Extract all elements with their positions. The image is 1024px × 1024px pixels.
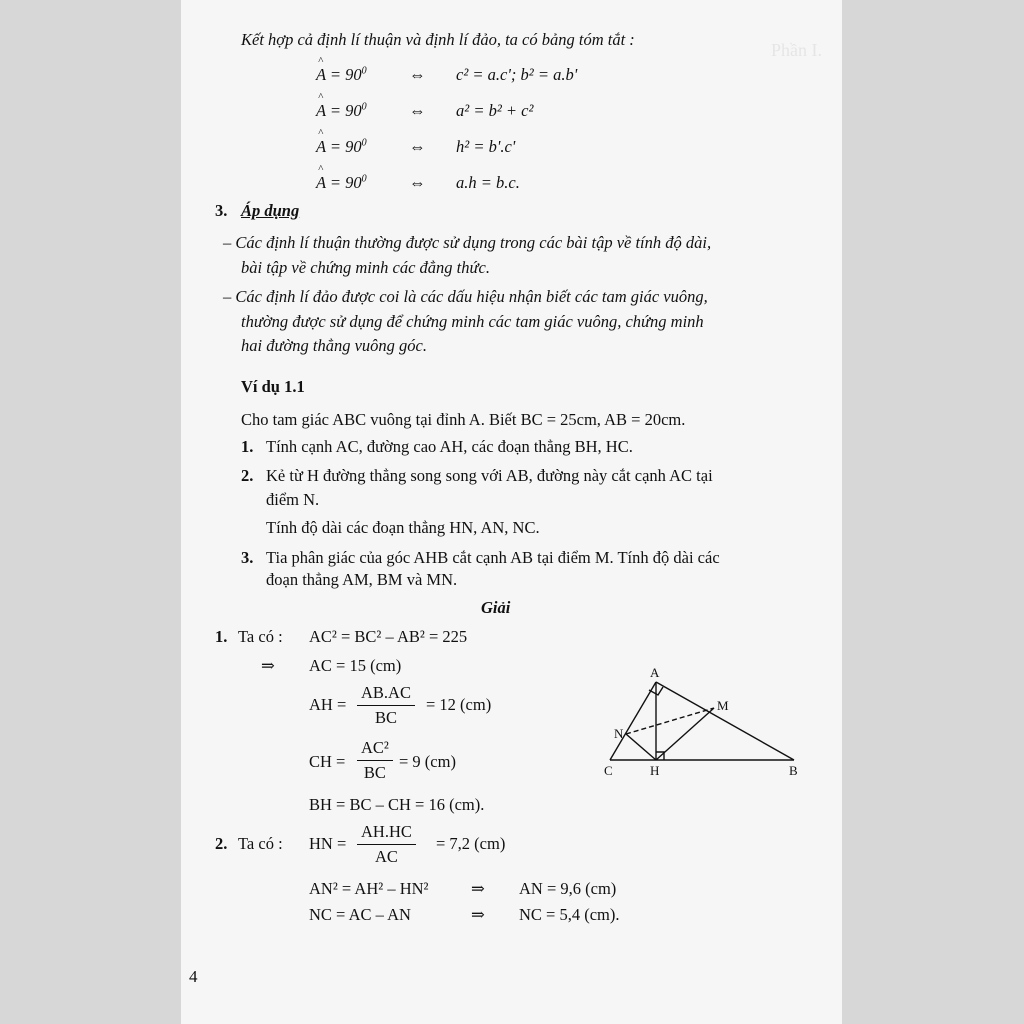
- section-heading: Áp dụng: [241, 201, 300, 220]
- segment-AB: [656, 682, 794, 760]
- book-page: Phần I. Kết hợp cả định lí thuận và định lí đảo, ta có bảng tóm tắt : ^ $A = 90^0$ ⇔ c² = a.c'; b² = a.b' ^ $A = 90^0$ ⇔ a² = b² + c² ^ $A = 90^0$ ⇔ h² = b'.c' ^ $A = 90^0$ ⇔ a.h = b.c. 3. Áp dụng – Các định lí thuận thường được sử dụng trong các bài tập về tính độ dài, bài tập về chứng minh các đẳng thức. – Các định lí đảo được coi là các dấu hiệu nhận biết các tam giác vuông, thường được sử dụng để chứng minh các tam giác vuông, chứng minh hai đường thẳng vuông góc. Ví dụ 1.1 Cho tam giác ABC vuông tại đỉnh A. Biết BC = 25cm, AB = 20cm. 1. Tính cạnh AC, đường cao AH, các đoạn thẳng BH, HC. 2. Kẻ từ H đường thẳng song song với AB, đường này cắt cạnh AC tại điểm N. Tính độ dài các đoạn thẳng HN, AN, NC. 3. Tia phân giác của góc AHB cắt cạnh AB tại điểm M. Tính độ dài các đoạn thẳng AM, BM và MN. Giải 1. Ta có : AC² = BC² – AB² = 225 ⇒ AC = 15 (cm) AH = $\frac{AB.AC}{BC}$ = 12 (cm) CH = $\frac{\text{AC²}}{BC}$ = 9 (cm) BH = BC – CH = 16 (cm). 2. Ta có : HN = $\frac{AH.HC}{AC}$ = 7,2 (cm) AN² = AH² – HN² ⇒ AN = 9,6 (cm) NC = AC – AN ⇒ NC = 5,4 (cm). A M N C H B 4: [181, 0, 842, 1024]
- implies-arrow: ⇒: [261, 656, 275, 675]
- bleed-through: Phần I.: [771, 40, 822, 60]
- page-number: 4: [189, 967, 198, 986]
- question-text: điểm N.: [266, 490, 320, 509]
- equation-rhs: = 9 (cm): [399, 752, 456, 771]
- equation-rhs: = 7,2 (cm): [436, 834, 506, 853]
- equation: AN = 9,6 (cm): [519, 879, 617, 898]
- question-text: Kẻ từ H đường thẳng song song với AB, đường này cắt cạnh AC tại: [266, 466, 713, 485]
- fraction: $\frac{\text{AC²}}{BC}$: [357, 738, 393, 783]
- equation-lhs: CH =: [309, 752, 346, 771]
- paragraph-line: bài tập về chứng minh các đẳng thức.: [241, 258, 490, 277]
- label-H: H: [650, 763, 660, 778]
- fraction: $\frac{AH.HC}{AC}$: [357, 822, 416, 867]
- question-number: 3.: [241, 548, 254, 567]
- solution-number: 2.: [215, 834, 228, 853]
- section-number: 3.: [215, 201, 228, 220]
- question-text: Tính độ dài các đoạn thẳng HN, AN, NC.: [266, 518, 540, 537]
- question-text: đoạn thẳng AM, BM và MN.: [266, 570, 458, 589]
- question-number: 1.: [241, 437, 254, 456]
- equation: NC = 5,4 (cm).: [519, 905, 620, 924]
- equation-lhs: AH =: [309, 695, 347, 714]
- triangle-figure: [596, 662, 811, 780]
- example-title: Ví dụ 1.1: [241, 377, 305, 396]
- solution-label: Ta có :: [238, 834, 283, 853]
- label-C: C: [604, 763, 613, 778]
- equation: BH = BC – CH = 16 (cm).: [309, 795, 485, 814]
- solution-title: Giải: [481, 598, 511, 617]
- example-statement: Cho tam giác ABC vuông tại đỉnh A. Biết BC = 25cm, AB = 20cm.: [241, 410, 686, 429]
- equation-lhs: HN =: [309, 834, 347, 853]
- question-text: Tia phân giác của góc AHB cắt cạnh AB tại điểm M. Tính độ dài các: [266, 548, 720, 567]
- segment-AC: [610, 682, 656, 760]
- equation: AC = 15 (cm): [309, 656, 402, 675]
- question-number: 2.: [241, 466, 254, 485]
- segment-HM: [656, 708, 714, 760]
- question-text: Tính cạnh AC, đường cao AH, các đoạn thẳng BH, HC.: [266, 437, 633, 456]
- equation-rhs: = 12 (cm): [426, 695, 492, 714]
- equation: NC = AC – AN: [309, 905, 411, 924]
- segment-NM: [626, 708, 714, 734]
- label-A: A: [650, 665, 660, 680]
- segment-HN: [626, 734, 656, 760]
- paragraph-line: – Các định lí thuận thường được sử dụng trong các bài tập về tính độ dài,: [223, 233, 712, 252]
- label-B: B: [789, 763, 798, 778]
- equation: AC² = BC² – AB² = 225: [309, 627, 468, 646]
- solution-label: Ta có :: [238, 627, 283, 646]
- solution-number: 1.: [215, 627, 228, 646]
- summary-intro: Kết hợp cả định lí thuận và định lí đảo, ta có bảng tóm tắt :: [241, 30, 635, 49]
- fraction: $\frac{AB.AC}{BC}$: [357, 683, 415, 728]
- implies-arrow: ⇒: [471, 905, 485, 924]
- equation: AN² = AH² – HN²: [309, 879, 429, 898]
- paragraph-line: thường được sử dụng để chứng minh các tam giác vuông, chứng minh: [241, 312, 704, 331]
- label-N: N: [614, 726, 624, 741]
- label-M: M: [717, 698, 729, 713]
- paragraph-line: hai đường thẳng vuông góc.: [241, 336, 427, 355]
- implies-arrow: ⇒: [471, 879, 485, 898]
- paragraph-line: – Các định lí đảo được coi là các dấu hiệu nhận biết các tam giác vuông,: [223, 287, 708, 306]
